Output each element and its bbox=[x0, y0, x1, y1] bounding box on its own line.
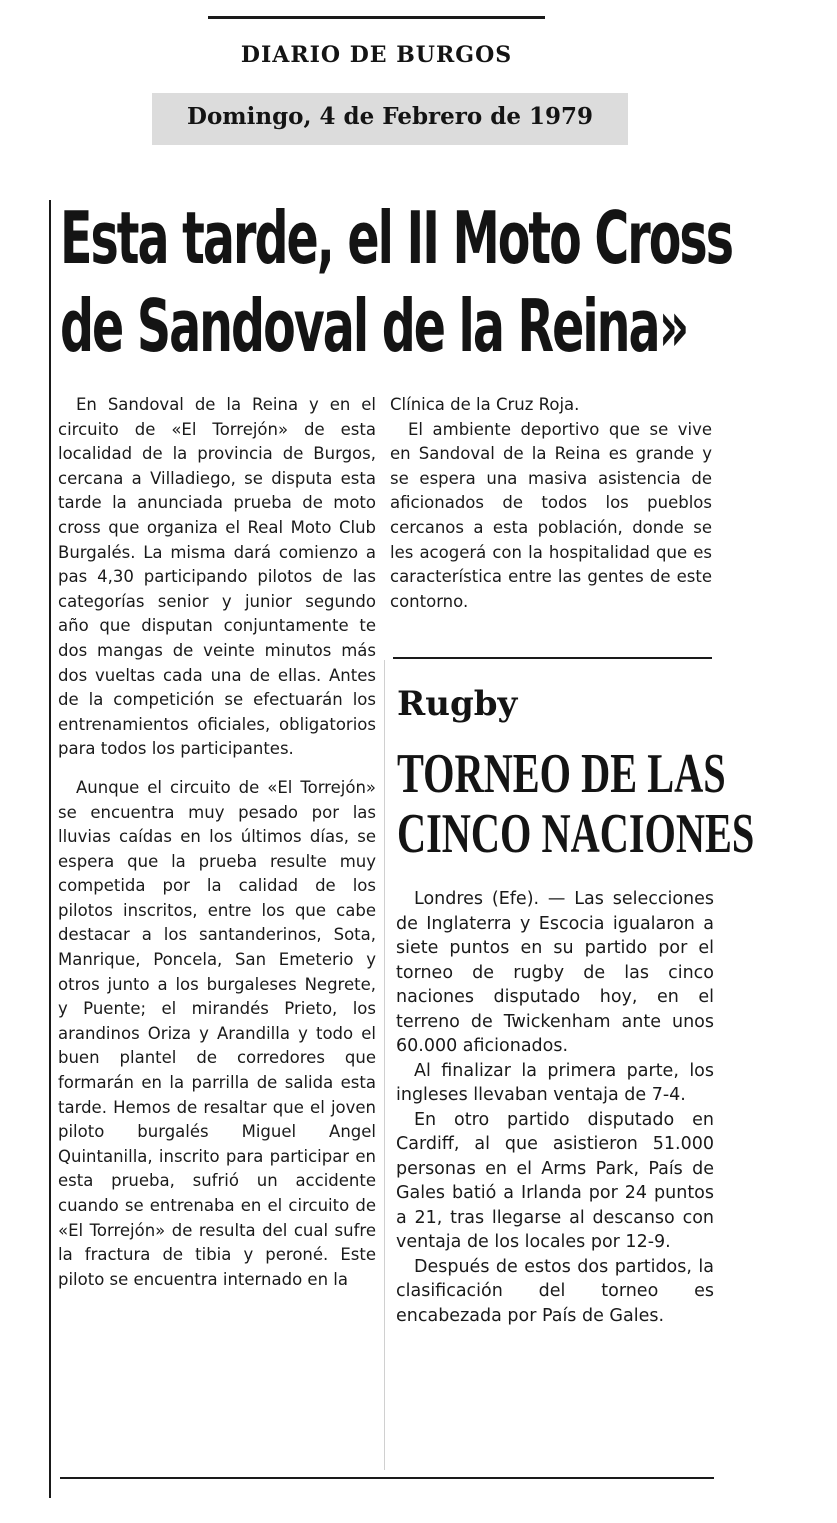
section-divider-rule bbox=[393, 657, 712, 659]
motocross-paragraph-3: El ambiente deportivo que se vive en Sandoval de la Reina es grande y se espera una masiva asistencia de aficionados de todos los pueblos cercanos a esta población, donde se les acogerá con la hospitalidad que es característica entre las gentes de este contorno. bbox=[390, 419, 712, 611]
rugby-headline-line-2: CINCO NACIONES bbox=[397, 803, 755, 865]
motocross-column-1 bbox=[58, 393, 376, 1292]
motocross-paragraph-2: Aunque el circuito de «El Torrejón» se encuentra muy pesado por las lluvias caídas en los últimos días, se espera que la prueba resulte muy competida por la calidad de los pilotos inscritos, entre los que cabe destacar a los santanderinos, Sota, Manrique, Poncela, San Emeterio y otros junto a los burgaleses Negrete, y Puente; el mirandés Prieto, los arandinos Oriza y Arandilla y todo el buen plantel de corredores que formarán en la parrilla de salida esta tarde. Hemos de resaltar que el joven piloto burgalés Miguel Angel Quintanilla, inscrito para participar en esta prueba, sufrió un accidente cuando se entrenaba en el circuito de «El Torrejón» de resulta del cual sufre la fractura de tibia y peroné. Este piloto se encuentra internado en la bbox=[58, 777, 376, 1289]
bottom-rule bbox=[60, 1477, 714, 1479]
rugby-paragraph-3: En otro partido disputado en Cardiff, al que asistieron 51.000 personas en el Arms Park, País de Gales batió a Irlanda por 24 puntos a 21, tras llegarse al descanso con ventaja de los locales por 12-9. bbox=[396, 1109, 714, 1252]
motocross-headline bbox=[60, 194, 733, 370]
headline-line-1: Esta tarde, el II Moto Cross bbox=[60, 196, 733, 280]
publication-date: Domingo, 4 de Febrero de 1979 bbox=[187, 103, 593, 130]
rugby-column bbox=[396, 887, 714, 1328]
column-divider bbox=[384, 660, 385, 1470]
masthead-top-rule bbox=[208, 16, 545, 19]
headline-line-2: de Sandoval de la Reina» bbox=[60, 284, 688, 368]
motocross-paragraph-1: En Sandoval de la Reina y en el circuito de «El Torrejón» de esta localidad de la provincia de Burgos, cercana a Villadiego, se disputa esta tarde la anunciada prueba de moto cross que organiza el Real Moto Club Burgalés. La misma dará comienzo a pas 4,30 participando pilotos de las categorías senior y junior segundo año que disputan conjuntamente te dos mangas de veinte minutos más dos vueltas cada una de ellas. Antes de la competición se efectuarán los entrenamientos oficiales, obligatorios para todos los participantes. bbox=[58, 395, 376, 759]
rugby-headline-line-1: TORNEO DE LAS bbox=[397, 743, 726, 805]
motocross-paragraph-2-continued: Clínica de la Cruz Roja. bbox=[390, 395, 580, 414]
rugby-paragraph-2: Al finalizar la primera parte, los ingleses llevaban ventaja de 7-4. bbox=[396, 1060, 714, 1105]
rugby-paragraph-1: Londres (Efe). — Las selecciones de Inglaterra y Escocia igualaron a siete puntos en su partido por el torneo de rugby de las cinco naciones disputado hoy, en el terreno de Twickenham ante unos 60.000 aficionados. bbox=[396, 889, 714, 1056]
article-left-rule bbox=[49, 200, 51, 1498]
newspaper-name: DIARIO DE BURGOS bbox=[240, 42, 513, 68]
rugby-headline bbox=[397, 743, 755, 865]
rugby-section-label: Rugby bbox=[397, 684, 518, 724]
motocross-column-2 bbox=[390, 393, 712, 614]
rugby-paragraph-4: Después de estos dos partidos, la clasificación del torneo es encabezada por País de Gales. bbox=[396, 1256, 714, 1326]
